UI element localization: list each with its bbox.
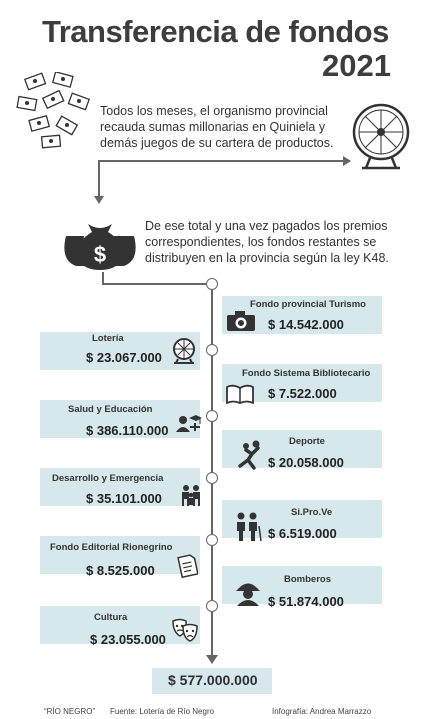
fund-amount: $ 8.525.000 — [86, 563, 155, 578]
fund-amount: $ 51.874.000 — [268, 594, 344, 609]
document-icon — [176, 554, 198, 578]
page-title-year: 2021 — [322, 48, 391, 83]
lottery-wheel-icon — [172, 338, 196, 364]
family-icon — [180, 484, 202, 508]
camera-icon — [226, 310, 256, 332]
health-education-icon — [176, 414, 202, 434]
fund-label: Desarrollo y Emergencia — [52, 473, 164, 484]
intro-text: Todos los meses, el organismo provincial recauda sumas millonarias en Quiniela y demás juegos de su cartera de productos. — [100, 104, 334, 150]
fund-amount: $ 7.522.000 — [268, 386, 337, 401]
fund-amount: $ 23.067.000 — [86, 350, 162, 365]
timeline-start-dot — [206, 278, 218, 290]
svg-text:$: $ — [93, 242, 107, 267]
theater-masks-icon — [172, 618, 198, 642]
distribution-text: De ese total y una vez pagados los premios correspondientes, los fondos restantes se distribuyen en la provincia según la ley K48. — [145, 219, 389, 265]
fund-label: Lotería — [92, 333, 124, 344]
fund-amount: $ 14.542.000 — [268, 317, 344, 332]
footer-source: Fuente: Lotería de Río Negro — [110, 707, 215, 716]
volleyball-player-icon — [234, 440, 262, 470]
fund-amount: $ 20.058.000 — [268, 455, 344, 470]
fund-label: Fondo Editorial Rionegrino — [50, 542, 173, 553]
footer-credit: Infografía: Andrea Marrazzo — [272, 707, 372, 716]
firefighter-icon — [234, 580, 262, 606]
grand-total-amount: $ 577.000.000 — [168, 672, 258, 688]
fund-label: Cultura — [94, 612, 128, 623]
footer-brand: “RÍO NEGRO” — [44, 707, 96, 716]
fund-label: Fondo Sistema Bibliotecario — [242, 368, 371, 379]
fund-label: Bomberos — [284, 574, 331, 585]
fund-amount: $ 23.055.000 — [90, 632, 166, 647]
fund-label: Deporte — [289, 436, 325, 447]
fund-amount: $ 6.519.000 — [268, 526, 337, 541]
book-icon — [226, 384, 254, 404]
money-bills-icon — [14, 72, 94, 152]
lottery-wheel-icon — [350, 102, 412, 170]
fund-amount: $ 386.110.000 — [86, 423, 169, 438]
elderly-people-icon — [232, 512, 262, 542]
fund-amount: $ 35.101.000 — [86, 491, 162, 506]
fund-label: Si.Pro.Ve — [291, 507, 333, 518]
fund-label: Salud y Educación — [68, 404, 153, 415]
page-title: Transferencia de fondos — [42, 14, 389, 49]
fund-label: Fondo provincial Turismo — [250, 299, 366, 310]
money-bags-icon — [58, 210, 142, 270]
